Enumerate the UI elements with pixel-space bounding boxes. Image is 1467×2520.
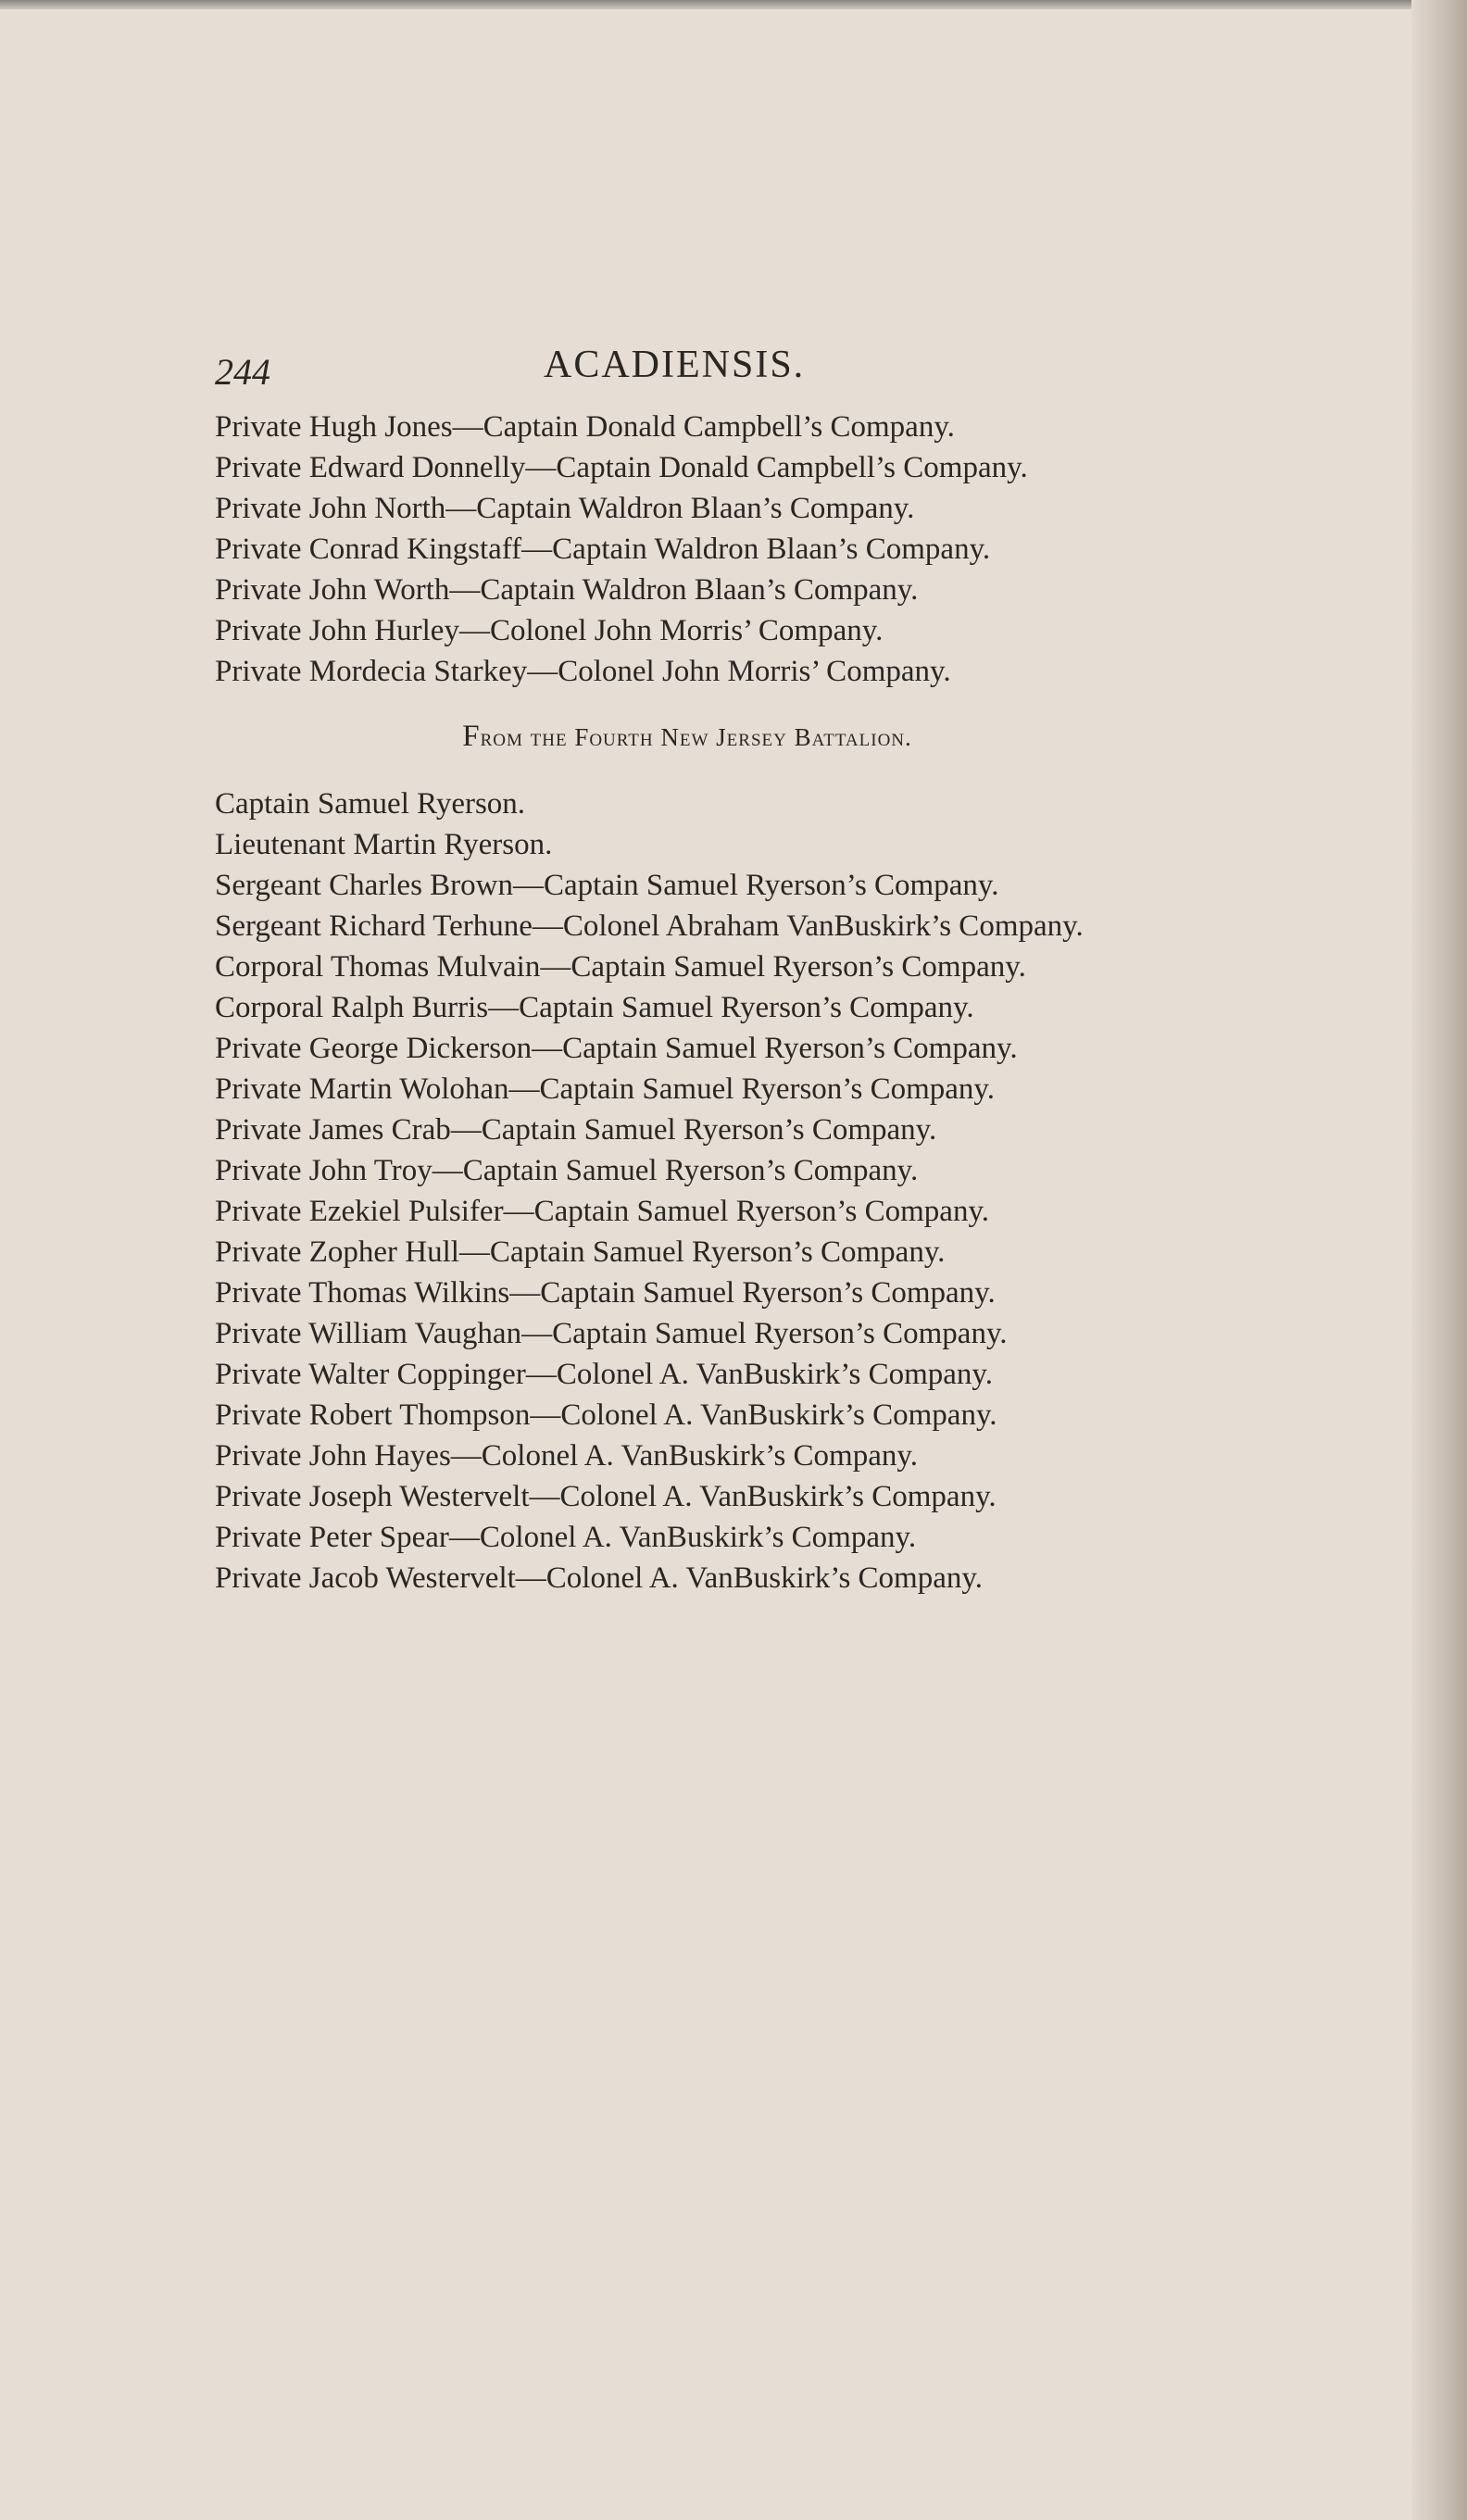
roster-entry: Private Joseph Westervelt—Colonel A. VanBuskirk’s Company. bbox=[215, 1480, 997, 1513]
page-header bbox=[215, 333, 1160, 407]
roster-entry: Sergeant Charles Brown—Captain Samuel Ryerson’s Company. bbox=[215, 869, 999, 902]
roster-entry: Private Conrad Kingstaff—Captain Waldron Blaan’s Company. bbox=[215, 533, 991, 566]
roster-entry: Private James Crab—Captain Samuel Ryerson’s Company. bbox=[215, 1113, 937, 1147]
roster-entry: Private Peter Spear—Colonel A. VanBuskirk’s Company. bbox=[215, 1521, 917, 1554]
roster-entry: Private John Troy—Captain Samuel Ryerson’s Company. bbox=[215, 1154, 919, 1187]
roster-entry: Private John Worth—Captain Waldron Blaan’s Company. bbox=[215, 573, 919, 607]
roster-entry: Corporal Ralph Burris—Captain Samuel Ryerson’s Company. bbox=[215, 991, 974, 1024]
roster-entry: Private Thomas Wilkins—Captain Samuel Ryerson’s Company. bbox=[215, 1276, 996, 1310]
roster-entry: Private Hugh Jones—Captain Donald Campbell’s Company. bbox=[215, 410, 955, 444]
roster-entry: Private Walter Coppinger—Colonel A. VanBuskirk’s Company. bbox=[215, 1358, 994, 1391]
roster-entry: Private Mordecia Starkey—Colonel John Morris’ Company. bbox=[215, 655, 951, 688]
roster-entry: Private Ezekiel Pulsifer—Captain Samuel Ryerson’s Company. bbox=[215, 1195, 990, 1228]
roster-entry: Private Edward Donnelly—Captain Donald Campbell’s Company. bbox=[215, 451, 1028, 484]
book-gutter-shadow bbox=[1411, 0, 1467, 2520]
roster-entry: Private Robert Thompson—Colonel A. VanBuskirk’s Company. bbox=[215, 1398, 997, 1432]
roster-list bbox=[215, 407, 1160, 1598]
page-number: 244 bbox=[215, 351, 270, 393]
roster-entry: Private Jacob Westervelt—Colonel A. VanBuskirk’s Company. bbox=[215, 1561, 983, 1595]
running-title: ACADIENSIS. bbox=[544, 344, 806, 386]
roster-entry: Lieutenant Martin Ryerson. bbox=[215, 828, 553, 861]
roster-entry: Private Zopher Hull—Captain Samuel Ryerson’s Company. bbox=[215, 1235, 946, 1269]
roster-entry: Private Martin Wolohan—Captain Samuel Ryerson’s Company. bbox=[215, 1072, 995, 1106]
roster-entry: Sergeant Richard Terhune—Colonel Abraham VanBuskirk’s Company. bbox=[215, 909, 1084, 943]
roster-entry: Private George Dickerson—Captain Samuel Ryerson’s Company. bbox=[215, 1032, 1018, 1065]
roster-entry: Private John North—Captain Waldron Blaan’s Company. bbox=[215, 492, 915, 525]
roster-entry: Captain Samuel Ryerson. bbox=[215, 787, 526, 821]
roster-group-2 bbox=[215, 784, 1160, 1598]
section-heading: From the Fourth New Jersey Battalion. bbox=[462, 720, 912, 753]
roster-entry: Private William Vaughan—Captain Samuel Ryerson’s Company. bbox=[215, 1317, 1008, 1350]
book-page bbox=[215, 333, 1160, 1599]
roster-entry: Private John Hurley—Colonel John Morris’ Company. bbox=[215, 614, 884, 647]
page-top-edge bbox=[0, 0, 1467, 9]
roster-entry: Private John Hayes—Colonel A. VanBuskirk’s Company. bbox=[215, 1439, 918, 1473]
roster-group-1 bbox=[215, 407, 1160, 691]
roster-entry: Corporal Thomas Mulvain—Captain Samuel Ryerson’s Company. bbox=[215, 950, 1026, 984]
